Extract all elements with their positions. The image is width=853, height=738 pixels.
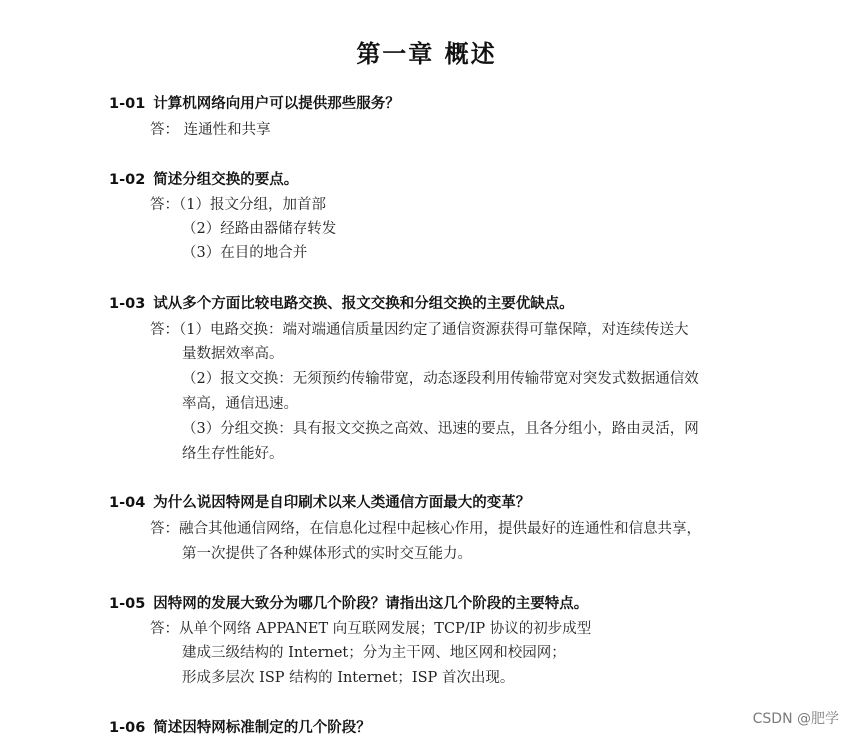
question-number: 1-01 bbox=[109, 96, 146, 112]
chapter-title: 第一章 概述 bbox=[356, 40, 497, 68]
question-text: 简述分组交换的要点。 bbox=[153, 172, 299, 188]
answer-line: 答： 连通性和共享 bbox=[150, 122, 271, 138]
question-1-03 bbox=[109, 292, 574, 313]
answer-line: （2）报文交换：无须预约传输带宽，动态逐段利用传输带宽对突发式数据通信效 bbox=[182, 371, 699, 387]
question-number: 1-04 bbox=[109, 495, 146, 511]
answer-line: 形成多层次 ISP 结构的 Internet；ISP 首次出现。 bbox=[182, 670, 515, 686]
csdn-watermark: CSDN @肥学 bbox=[752, 711, 839, 727]
answer-line: 络生存性能好。 bbox=[182, 446, 284, 462]
answer-line: 答：（1）电路交换：端对端通信质量因约定了通信资源获得可靠保障，对连续传送大 bbox=[150, 322, 689, 338]
answer-line: 建成三级结构的 Internet；分为主干网、地区网和校园网； bbox=[182, 645, 566, 661]
question-text: 为什么说因特网是自印刷术以来人类通信方面最大的变革？ bbox=[153, 495, 531, 511]
question-number: 1-06 bbox=[109, 720, 146, 736]
question-1-05 bbox=[109, 592, 588, 613]
question-1-01 bbox=[109, 92, 400, 113]
question-number: 1-02 bbox=[109, 172, 146, 188]
question-text: 计算机网络向用户可以提供那些服务？ bbox=[153, 96, 400, 112]
question-1-04 bbox=[109, 491, 530, 512]
question-text: 因特网的发展大致分为哪几个阶段？请指出这几个阶段的主要特点。 bbox=[153, 596, 589, 612]
answer-line: 量数据效率高。 bbox=[182, 346, 284, 362]
question-1-02 bbox=[109, 168, 298, 189]
answer-line: 答：（1）报文分组，加首部 bbox=[150, 197, 326, 213]
question-number: 1-05 bbox=[109, 596, 146, 612]
answer-line: 率高，通信迅速。 bbox=[182, 396, 298, 412]
question-number: 1-03 bbox=[109, 296, 146, 312]
answer-line: （3）在目的地合并 bbox=[182, 245, 308, 261]
answer-line: （2）经路由器储存转发 bbox=[182, 221, 337, 237]
answer-line: 答：从单个网络 APPANET 向互联网发展；TCP/IP 协议的初步成型 bbox=[150, 621, 592, 637]
answer-line: 第一次提供了各种媒体形式的实时交互能力。 bbox=[182, 546, 472, 562]
question-text: 简述因特网标准制定的几个阶段？ bbox=[153, 720, 371, 736]
answer-line: 答：融合其他通信网络，在信息化过程中起核心作用，提供最好的连通性和信息共享， bbox=[150, 521, 701, 537]
question-text: 试从多个方面比较电路交换、报文交换和分组交换的主要优缺点。 bbox=[153, 296, 574, 312]
answer-line: （3）分组交换：具有报文交换之高效、迅速的要点，且各分组小，路由灵活，网 bbox=[182, 421, 699, 437]
question-1-06 bbox=[109, 716, 371, 737]
